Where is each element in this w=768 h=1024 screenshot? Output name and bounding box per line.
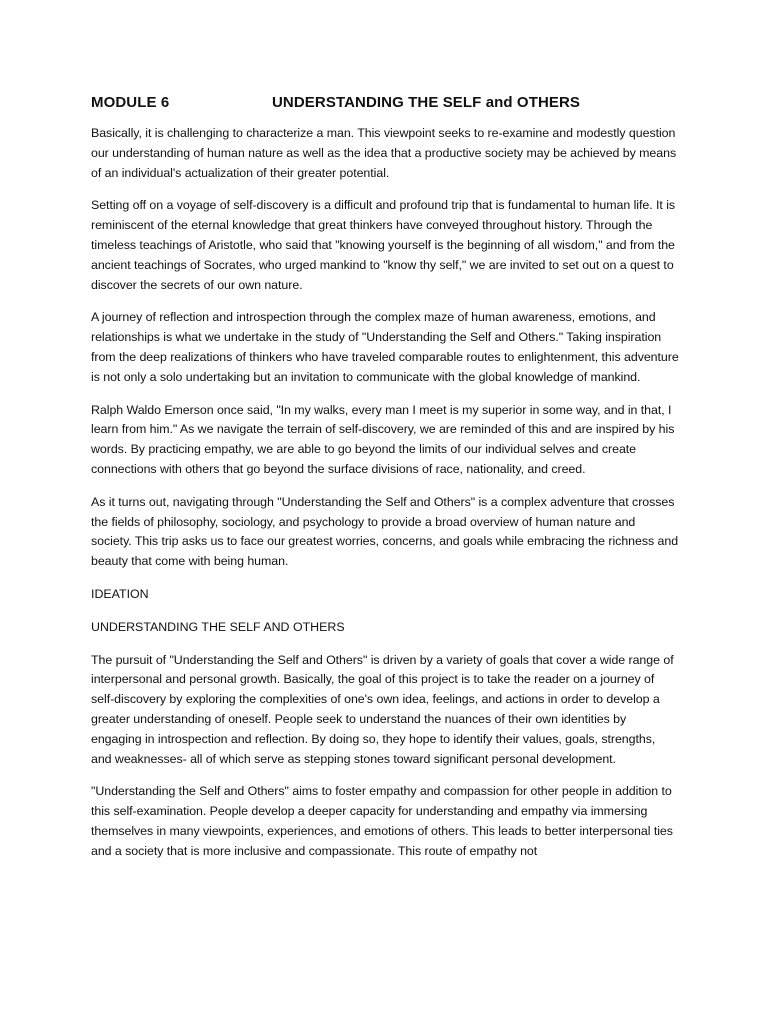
subsection-label: UNDERSTANDING THE SELF AND OTHERS — [91, 619, 345, 634]
module-number: MODULE 6 — [91, 94, 170, 111]
module-heading — [91, 92, 679, 114]
ideation-paragraph-2: "Understanding the Self and Others" aims to foster empathy and compassion for other people in addition to this self-examination. People develop a deeper capacity for understanding and empathy via immersing themselves in many viewpoints, experiences, and emotions of others. This leads to better interpersonal ties and a society that is more inclusive and compassionate. This route of empathy not — [91, 784, 673, 858]
intro-paragraph-4: Ralph Waldo Emerson once said, "In my walks, every man I meet is my superior in some way, and in that, I learn from him." As we navigate the terrain of self-discovery, we are reminded of this and are inspired by his words. By practicing empathy, we are able to go beyond the limits of our individual selves and create connections with others that go beyond the surface divisions of race, nationality, and creed. — [91, 402, 675, 476]
intro-paragraph-1: Basically, it is challenging to characterize a man. This viewpoint seeks to re-examine and modestly question our understanding of human nature as well as the idea that a productive society may be achieved by means of an individual's actualization of their greater potential. — [91, 126, 677, 180]
module-title: UNDERSTANDING THE SELF and OTHERS — [272, 94, 581, 111]
section-label-ideation: IDEATION — [91, 586, 149, 601]
document-page — [91, 92, 679, 875]
ideation-paragraph-1: The pursuit of "Understanding the Self and Others" is driven by a variety of goals that cover a wide range of interpersonal and personal growth. Basically, the goal of this project is to take the reader on a journey of self-discovery by exploring the complexities of one's own idea, feelings, and actions in order to develop a greater understanding of oneself. People seek to understand the nuances of their own identities by engaging in introspection and reflection. By doing so, they hope to identify their values, goals, strengths, and weaknesses- all of which serve as stepping stones toward significant personal development. — [91, 652, 674, 766]
intro-paragraph-2: Setting off on a voyage of self-discovery is a difficult and profound trip that is fundamental to human life. It is reminiscent of the eternal knowledge that great thinkers have conveyed throughout history. Through the timeless teachings of Aristotle, who said that "knowing yourself is the beginning of all wisdom," and from the ancient teachings of Socrates, who urged mankind to "know thy self," we are invited to set out on a quest to discover the secrets of our own nature. — [91, 198, 676, 292]
intro-paragraph-5: As it turns out, navigating through "Understanding the Self and Others" is a complex adventure that crosses the fields of philosophy, sociology, and psychology to provide a broad overview of human nature and society. This trip asks us to face our greatest worries, concerns, and goals while embracing the richness and beauty that come with being human. — [91, 494, 679, 569]
intro-paragraph-3: A journey of reflection and introspection through the complex maze of human awareness, emotions, and relationships is what we undertake in the study of "Understanding the Self and Others." Taking inspiration from the deep realizations of thinkers who have traveled comparable routes to enlightenment, this adventure is not only a solo undertaking but an invitation to communicate with the global knowledge of mankind. — [91, 310, 679, 384]
